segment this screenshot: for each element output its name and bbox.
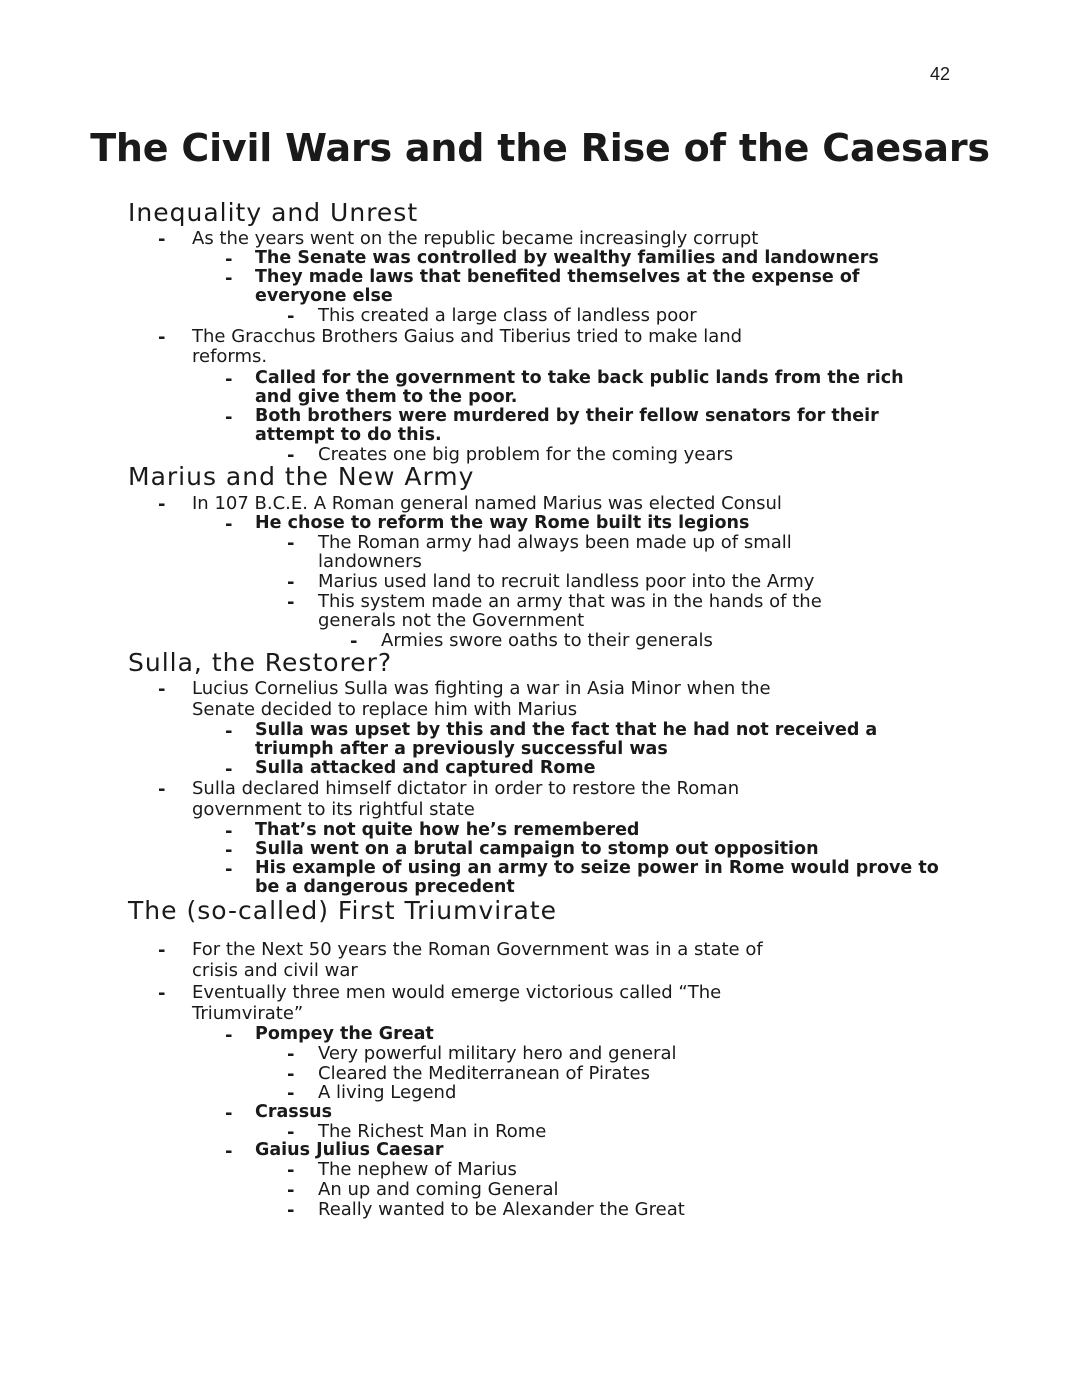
bullet-dash: - (225, 1103, 233, 1124)
bullet-text: everyone else (255, 286, 393, 306)
bullet-text: The Senate was controlled by wealthy families and landowners (255, 248, 879, 268)
bullet-text: reforms. (192, 346, 268, 367)
bullet-text: Sulla was upset by this and the fact that he had not received a (255, 720, 878, 740)
bullet-text: Pompey the Great (255, 1024, 434, 1044)
bullet-text: Really wanted to be Alexander the Great (318, 1199, 685, 1220)
bullet-text: As the years went on the republic became increasingly corrupt (192, 228, 759, 249)
bullet-dash: - (287, 533, 295, 554)
bullet-text: Cleared the Mediterranean of Pirates (318, 1063, 650, 1084)
section-heading-inequality: Inequality and Unrest (128, 198, 419, 227)
bullet-dash: - (287, 1180, 295, 1201)
bullet-text: This created a large class of landless poor (318, 305, 697, 326)
bullet-dash: - (158, 983, 166, 1004)
bullet-text: A living Legend (318, 1082, 457, 1103)
bullet-text: An up and coming General (318, 1179, 559, 1200)
bullet-text: He chose to reform the way Rome built its legions (255, 513, 750, 533)
bullet-dash: - (287, 306, 295, 327)
bullet-dash: - (158, 327, 166, 348)
bullet-dash: - (287, 1122, 295, 1143)
bullet-text: The Richest Man in Rome (318, 1121, 547, 1142)
bullet-text: Armies swore oaths to their generals (381, 630, 713, 651)
bullet-dash: - (225, 859, 233, 880)
bullet-dash: - (225, 514, 233, 535)
bullet-dash: - (287, 1200, 295, 1221)
bullet-dash: - (287, 1083, 295, 1104)
bullet-text: generals not the Government (318, 610, 585, 631)
bullet-text: Both brothers were murdered by their fellow senators for their (255, 406, 879, 426)
bullet-text: Sulla attacked and captured Rome (255, 758, 596, 778)
bullet-dash: - (225, 268, 233, 289)
bullet-dash: - (158, 494, 166, 515)
bullet-text: Gaius Julius Caesar (255, 1140, 444, 1160)
bullet-text: In 107 B.C.E. A Roman general named Marius was elected Consul (192, 493, 782, 514)
bullet-dash: - (287, 1044, 295, 1065)
bullet-text: and give them to the poor. (255, 387, 518, 407)
bullet-text: government to its rightful state (192, 799, 475, 820)
page-number: 42 (930, 64, 951, 84)
bullet-text: Sulla declared himself dictator in order to restore the Roman (192, 778, 740, 799)
bullet-dash: - (225, 1025, 233, 1046)
bullet-text: The Gracchus Brothers Gaius and Tiberius tried to make land (192, 326, 743, 347)
bullet-text: For the Next 50 years the Roman Government was in a state of (192, 939, 763, 960)
bullet-dash: - (158, 229, 166, 250)
bullet-dash: - (287, 1064, 295, 1085)
section-heading-marius: Marius and the New Army (128, 462, 475, 491)
bullet-dash: - (158, 940, 166, 961)
bullet-dash: - (225, 369, 233, 390)
bullet-dash: - (225, 1141, 233, 1162)
bullet-text: His example of using an army to seize power in Rome would prove to (255, 858, 939, 878)
bullet-dash: - (225, 721, 233, 742)
bullet-dash: - (225, 840, 233, 861)
section-heading-triumvirate: The (so-called) First Triumvirate (128, 896, 558, 925)
bullet-dash: - (225, 759, 233, 780)
page-title: The Civil Wars and the Rise of the Caesars (90, 126, 990, 170)
bullet-text: Crassus (255, 1102, 332, 1122)
bullet-dash: - (158, 679, 166, 700)
bullet-dash: - (225, 249, 233, 270)
bullet-text: Marius used land to recruit landless poor into the Army (318, 571, 815, 592)
bullet-text: Eventually three men would emerge victorious called “The (192, 982, 722, 1003)
bullet-dash: - (287, 445, 295, 466)
bullet-text: Sulla went on a brutal campaign to stomp out opposition (255, 839, 819, 859)
bullet-dash: - (158, 779, 166, 800)
bullet-text: Senate decided to replace him with Marius (192, 699, 578, 720)
bullet-dash: - (287, 1160, 295, 1181)
bullet-dash: - (225, 407, 233, 428)
bullet-text: Very powerful military hero and general (318, 1043, 677, 1064)
bullet-dash: - (287, 592, 295, 613)
bullet-text: Lucius Cornelius Sulla was fighting a war in Asia Minor when the (192, 678, 771, 699)
bullet-text: The Roman army had always been made up of small (318, 532, 792, 553)
bullet-text: attempt to do this. (255, 425, 442, 445)
bullet-text: This system made an army that was in the hands of the (318, 591, 822, 612)
bullet-text: landowners (318, 551, 422, 572)
bullet-text: crisis and civil war (192, 960, 358, 981)
bullet-text: That’s not quite how he’s remembered (255, 820, 640, 840)
bullet-dash: - (350, 631, 358, 652)
bullet-text: triumph after a previously successful was (255, 739, 668, 759)
bullet-dash: - (287, 572, 295, 593)
bullet-dash: - (225, 821, 233, 842)
bullet-text: Triumvirate” (192, 1003, 304, 1024)
bullet-text: be a dangerous precedent (255, 877, 515, 897)
bullet-text: Called for the government to take back public lands from the rich (255, 368, 904, 388)
bullet-text: The nephew of Marius (318, 1159, 517, 1180)
bullet-text: Creates one big problem for the coming years (318, 444, 734, 465)
bullet-text: They made laws that benefited themselves at the expense of (255, 267, 860, 287)
section-heading-sulla: Sulla, the Restorer? (128, 648, 393, 677)
